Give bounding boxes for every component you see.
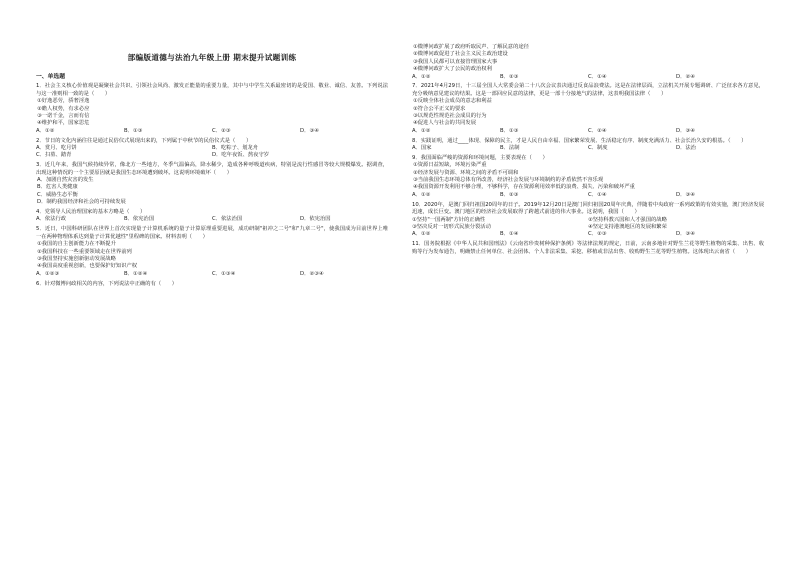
question-stem: 4．党领导人民治理国家的基本方略是（ ）: [36, 209, 146, 216]
answer-option: A．①②: [412, 73, 431, 80]
answer-option: A．①②: [36, 127, 55, 134]
statement-option: ④微博问政扩大了公民的政治权利: [413, 66, 492, 73]
answer-option: D．③④: [676, 191, 695, 198]
question-stem: 5．近日，中国科研团队在世界上首次实现量子计算机系统的量子计算原理重要进展，成功研制"祖冲之二号"和"九章二号"，使我国成为目前世界上唯一在两种物理体系达到量子计算优越性"里程碑的国家。材料表明（ ）: [36, 226, 388, 240]
question-stem: 8．实践证明，通过____体现、保障的民主，才是人民自由幸福、国家繁荣发展、生活稳定有序、制度充满活力、社会长治久安的根基。（ ）: [412, 137, 747, 144]
answer-option: B．②③: [500, 191, 519, 198]
answer-option: ②坚持科教兴国和人才强国的战略: [588, 216, 667, 223]
question: [36, 281, 388, 288]
question-stem: 7．2021年4月29日，十三届全国人大常委会第二十八次会议表决通过反食品浪费法。这是在法律层面，立法机关开展专题调研、广泛征求各方意见，充分吸纳意见建议的结果。这是一部回应民意的法律，更是一部十分接地气的法律，这表明我国法律（ ）: [412, 83, 764, 97]
answer-option: D．吃年夜饭、熬夜守岁: [212, 152, 270, 159]
answer-option: B．①③: [500, 127, 519, 134]
section-heading: 一、单选题: [36, 74, 65, 80]
question: [36, 162, 388, 206]
statement-option: ③我国坚持实施创新驱动发展战略: [37, 255, 116, 262]
statement-option: ④促进人与社会的共同发展: [413, 120, 477, 127]
statement-option: ②我国科技在一些重要领域走在世界前列: [37, 248, 132, 255]
page-title: 部编版道德与法治九年级上册 期末提升试题训练: [127, 53, 297, 62]
question-stem: 9．我国面临严峻的资源和环境问题，主要表现在（ ）: [412, 154, 548, 161]
answer-option: C．①③④: [212, 270, 236, 277]
question: [36, 226, 388, 278]
statement-option: ②经济发展与资源、环境之间的矛盾不可调和: [413, 169, 519, 176]
question: [412, 138, 764, 153]
statement-option: ③我国人民都可以直接管理国家大事: [413, 58, 498, 65]
answer-option: C．制度: [588, 145, 608, 152]
answer-option: B．①②④: [124, 270, 148, 277]
answer-option: C．①④: [588, 191, 607, 198]
statement-option: ③当前我国生态环境总体有所改善，经济社会发展与环境制约的矛盾依然不容乐观: [413, 177, 604, 184]
question-stem: 2．节日的文化内涵往往是通过民俗仪式展现出来的，下列属于中秋节的民俗仪式是（ ）: [36, 137, 252, 144]
answer-option: B．①④: [500, 231, 519, 238]
answer-option: D．②③④: [300, 270, 324, 277]
answer-option: ④坚定支持港澳地区的发展和繁荣: [588, 223, 667, 230]
statement-option: ④我国资源开发利用不够合理，不够科学，存在资源利用效率低的浪费、损失、污染和破坏严重: [413, 184, 635, 191]
statement-option: A．加剧自然灾害的发生: [37, 177, 94, 184]
statement-option: ③以规范性规范社会成员的行为: [413, 113, 487, 120]
question: [412, 44, 764, 81]
statement-option: ②微博问政促进了社会主义民主政治建设: [413, 51, 508, 58]
answer-option: B．②③: [500, 73, 519, 80]
statement-option: C．威胁生态平衡: [37, 191, 78, 198]
answer-option: C．②④: [588, 127, 607, 134]
question-stem: 3．近几年来，我国气候持续异常，像北方一些地方，冬季气温偏高，降水稀少，造成各种呼吸道疾病，特别是流行性感冒等较大规模爆发。据调查，出现这种情况的一个主要原因就是我国生态环境遭到破坏。这说明环境破坏（ ）: [36, 162, 388, 176]
answer-option: A．国家: [412, 145, 432, 152]
answer-option: ①坚持"一国两制"方针的正确性: [412, 216, 486, 223]
answer-option: B．法制: [500, 145, 520, 152]
statement-option: B．危害人类健康: [37, 184, 78, 191]
answer-option: D．②④: [676, 73, 695, 80]
left-column: [36, 52, 388, 290]
answer-option: D．③④: [300, 127, 319, 134]
question: [412, 202, 764, 239]
question: [36, 209, 388, 224]
answer-option: D．③④: [676, 127, 695, 134]
answer-option: D．法治: [676, 145, 696, 152]
answer-option: A．①②: [412, 231, 431, 238]
question: [412, 83, 764, 135]
answer-option: ③坚决反对一切形式民族分裂活动: [412, 223, 491, 230]
statement-option: D．制约我国经济和社会的可持续发展: [37, 199, 126, 206]
answer-option: C．扫墓、踏青: [36, 152, 72, 159]
answer-option: D．依宪治国: [300, 216, 331, 223]
answer-option: C．①④: [588, 73, 607, 80]
statement-option: ①反映全体社会成员的意志和利益: [413, 98, 492, 105]
answer-option: B．依宪治国: [124, 216, 155, 223]
answer-option: C．②③: [588, 231, 607, 238]
statement-option: ②符合公平正义的要求: [413, 105, 466, 112]
answer-option: A．①②: [412, 127, 431, 134]
statement-option: ③一诺千金，言而有信: [37, 113, 90, 120]
statement-option: ④我国高度重视创新，也要保护好知识产权: [37, 263, 138, 270]
question: [412, 155, 764, 199]
answer-option: A．①②③: [36, 270, 60, 277]
right-column: [412, 44, 764, 258]
answer-option: A．依法行政: [36, 216, 67, 223]
question: [36, 138, 388, 160]
answer-option: D．③④: [676, 231, 695, 238]
answer-option: A．①②: [412, 191, 431, 198]
statement-option: ①好逸恶劳，骄奢淫逸: [37, 98, 90, 105]
answer-option: C．依法治国: [212, 216, 243, 223]
statement-option: ①我国的自主创新能力在不断提升: [37, 241, 116, 248]
question: [412, 241, 764, 256]
answer-option: A．赏月、吃月饼: [36, 145, 77, 152]
answer-option: C．②③: [212, 127, 231, 134]
question-stem: 6．针对微博问政相关的内容，下列说法中正确的有（ ）: [36, 280, 178, 287]
answer-option: B．吃粽子、划龙舟: [212, 145, 259, 152]
statement-option: ②瞻人权势，有求必应: [37, 105, 90, 112]
statement-option: ①微博问政扩展了政府听取民声、了解民意的途径: [413, 44, 529, 50]
question-stem: 1．社会主义核心价值观是凝聚社会共识、引领社会风尚、激发正能量的重要力量，其中与中学生关系最密切的是爱国、敬业、诚信、友善。下列说法与这一准则相一致的是（ ）: [36, 83, 388, 97]
statement-option: ①资源日益短缺，环境污染严重: [413, 162, 487, 169]
question-stem: 11．国务院根据《中华人民共和国刑法》《云南省珍贵树种保护条例》等法律法规的规定，日前，云南多地针对野生兰花等野生植物的采集、出售、收购等行为发布通告，明确禁止任何单位、社会团体、个人非法采集、采挖、移植或非法出售、收购野生兰花等野生植物。这体现出云南省（ ）: [412, 241, 764, 255]
answer-option: B．①③: [124, 127, 143, 134]
statement-option: ④维护和平，国家思危: [37, 120, 90, 127]
question-stem: 10．2020年，是澳门回归祖国20周年的日子。2019年12月20日是澳门回归祖国20周年庆典，伴随着中央政府一系列政策的有效实施，澳门经济发展迅速，成长巨变。澳门地区的经济社会发展取得了跨越式前进的伟大事业。这说明，我国（ ）: [412, 201, 764, 216]
question: [36, 83, 388, 135]
